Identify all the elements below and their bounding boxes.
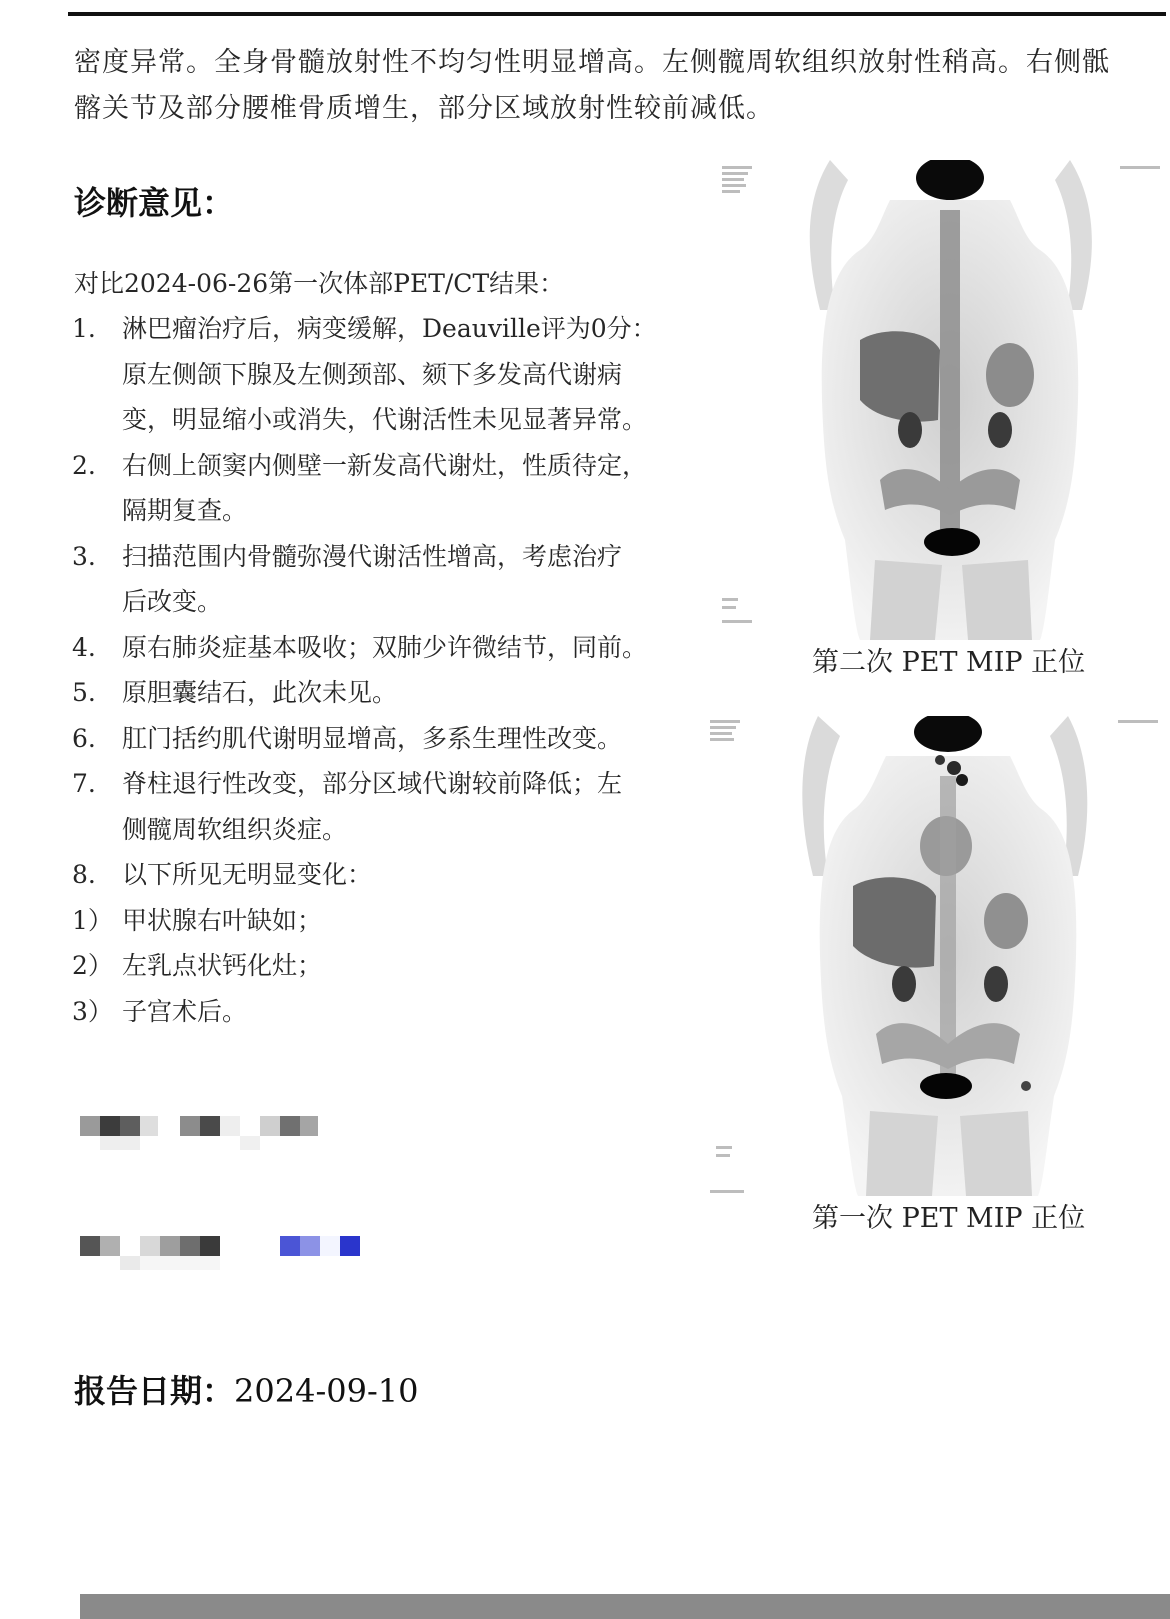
- diagnosis-list: [72, 306, 712, 1034]
- item-line: 以下所见无明显变化：: [122, 860, 373, 889]
- diagnosis-subitem: [72, 989, 712, 1035]
- diagnosis-title: 诊断意见：: [74, 184, 235, 222]
- item-text: [122, 943, 712, 989]
- diagnosis-item: [72, 443, 712, 534]
- item-text: [122, 898, 712, 944]
- diagnosis-item: [72, 761, 712, 852]
- item-number: 8.: [72, 860, 96, 889]
- item-text: [122, 716, 712, 762]
- report-date: [74, 1366, 419, 1412]
- item-number: 5.: [72, 678, 96, 707]
- intro-line-1: 密度异常。全身骨髓放射性不均匀性明显增高。左侧髋周软组织放射性稍高。右侧骶: [74, 47, 1110, 78]
- item-number: 7.: [72, 769, 96, 798]
- item-number: 2）: [72, 951, 113, 980]
- item-number: 4.: [72, 632, 96, 662]
- item-line: 原右肺炎症基本吸收；双肺少许微结节，同前。: [122, 632, 648, 662]
- item-text: [122, 852, 712, 898]
- redacted-signature-1: [80, 1116, 318, 1136]
- diagnosis-item: [72, 670, 712, 716]
- findings-continuation: [74, 40, 1144, 132]
- pet-mip-image-first: [708, 716, 1168, 1196]
- item-line: 子宫术后。: [122, 996, 248, 1026]
- item-number: 6.: [72, 723, 96, 753]
- item-number: 1）: [72, 905, 113, 935]
- item-number: 1.: [72, 314, 96, 343]
- redacted-signature-2-shadow: [120, 1256, 220, 1270]
- diagnosis-subitem: [72, 898, 712, 944]
- item-number: 3.: [72, 541, 96, 571]
- comparison-note: 对比2024-06-26第一次体部PET/CT结果：: [74, 269, 565, 298]
- intro-line-2: 髂关节及部分腰椎骨质增生，部分区域放射性较前减低。: [74, 93, 774, 124]
- item-line: 脊柱退行性改变，部分区域代谢较前降低；左: [122, 769, 623, 798]
- item-text: [122, 534, 712, 625]
- top-rule: [68, 12, 1166, 16]
- report-date-value: 2024-09-10: [234, 1372, 419, 1410]
- diagnosis-item: [72, 306, 712, 443]
- scan-caption-second: 第二次 PET MIP 正位: [812, 647, 1086, 678]
- scan-caption-first: 第一次 PET MIP 正位: [812, 1203, 1086, 1234]
- item-line: 后改变。: [122, 587, 223, 616]
- diagnosis-item: [72, 716, 712, 762]
- item-line: 原左侧颌下腺及左侧颈部、颏下多发高代谢病: [122, 359, 623, 389]
- redacted-signature-1-shadow: [100, 1136, 260, 1150]
- item-text: [122, 670, 712, 716]
- bottom-redacted-band: [80, 1594, 1170, 1619]
- redacted-signature-2: [80, 1236, 360, 1256]
- item-number: 2.: [72, 450, 96, 480]
- item-text: [122, 761, 712, 852]
- diagnosis-item: [72, 852, 712, 898]
- item-line: 淋巴瘤治疗后，病变缓解，Deauville评为0分：: [122, 314, 657, 343]
- item-line: 肛门括约肌代谢明显增高，多系生理性改变。: [122, 723, 623, 753]
- item-line: 左乳点状钙化灶；: [122, 951, 323, 980]
- diagnosis-item: [72, 534, 712, 625]
- item-line: 右侧上颌窦内侧壁一新发高代谢灶，性质待定，: [122, 450, 648, 480]
- diagnosis-item: [72, 625, 712, 671]
- item-line: 扫描范围内骨髓弥漫代谢活性增高，考虑治疗: [122, 541, 623, 571]
- diagnosis-subitem: [72, 943, 712, 989]
- item-text: [122, 443, 712, 534]
- item-line: 侧髋周软组织炎症。: [122, 814, 348, 844]
- report-date-label: 报告日期：: [74, 1372, 235, 1410]
- item-text: [122, 306, 712, 443]
- pet-mip-image-second: [710, 160, 1168, 640]
- item-text: [122, 989, 712, 1035]
- item-number: 3）: [72, 996, 113, 1026]
- item-line: 隔期复查。: [122, 496, 248, 525]
- item-line: 甲状腺右叶缺如；: [122, 905, 323, 935]
- item-text: [122, 625, 712, 671]
- item-line: 原胆囊结石，此次未见。: [122, 678, 398, 707]
- item-line: 变，明显缩小或消失，代谢活性未见显著异常。: [122, 405, 648, 434]
